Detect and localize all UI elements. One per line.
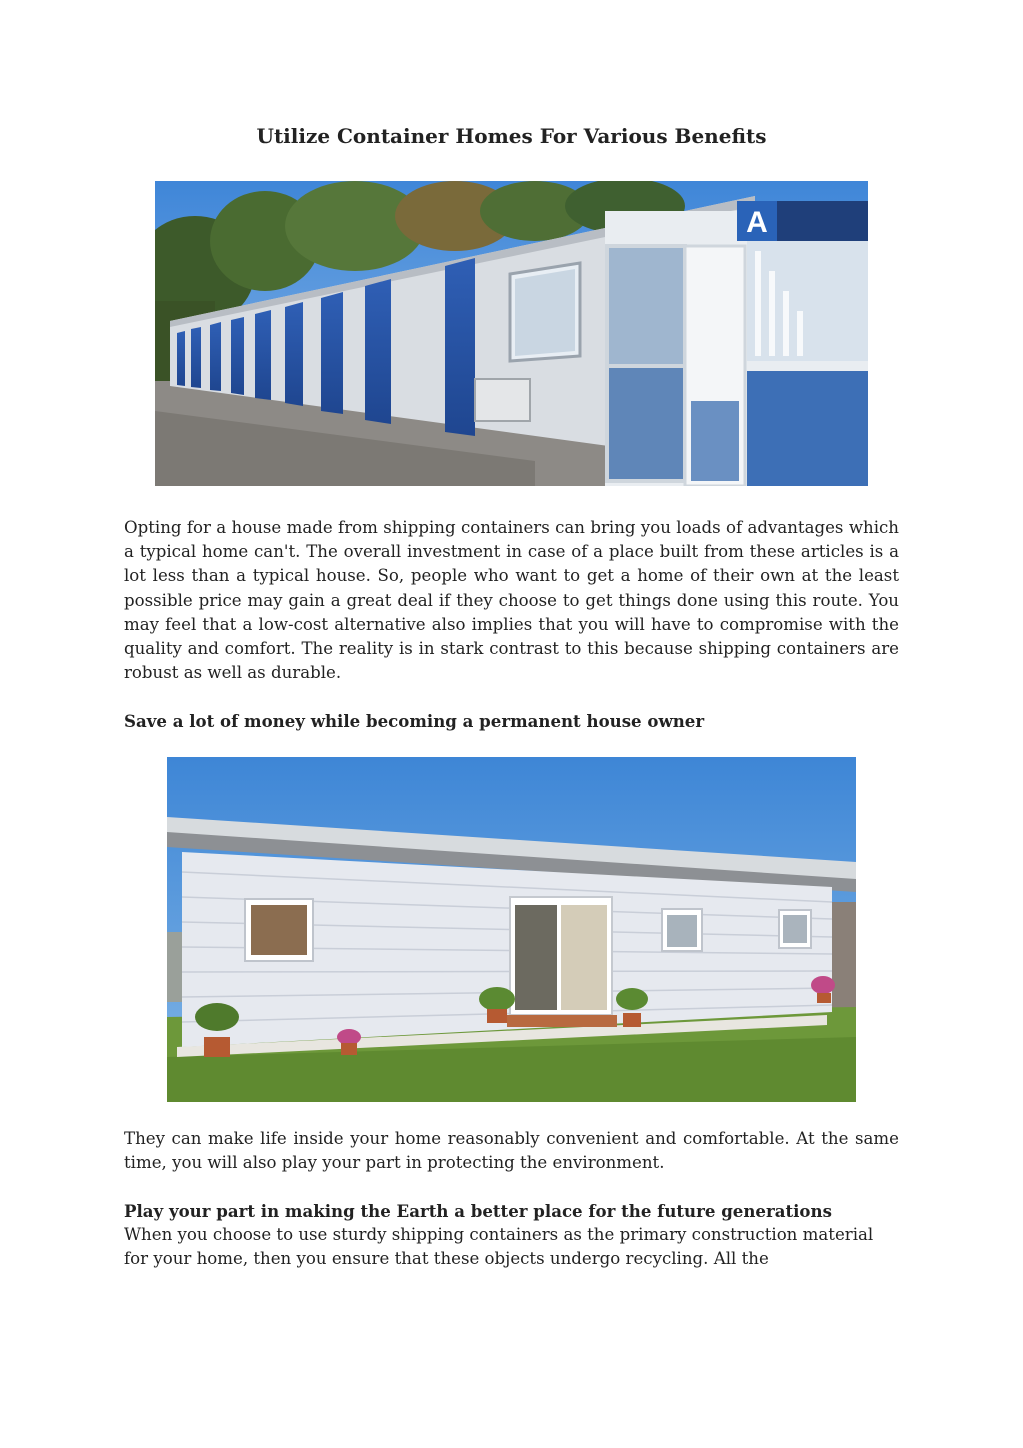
container-house-photo	[167, 757, 856, 1102]
section-heading-1: Save a lot of money while becoming a permanent house owner	[124, 711, 705, 731]
paragraph-1: Opting for a house made from shipping containers can bring you loads of advantages which a typical home can't. The overall investment in case of a place built from these articles is a lot less than a typical house. So, people who want to get a home of their own at the least possible price may gain a great deal if they choose to get things done using this route. You may feel that a low-cost alternative also implies that you will have to compromise with the quality and comfort. The reality is in stark contrast to this because shipping containers are robust as well as durable.	[124, 518, 899, 683]
paragraph-3: When you choose to use sturdy shipping containers as the primary construction material for your home, then you ensure that these objects undergo recycling. All the	[124, 1225, 874, 1269]
storage-units-photo	[155, 181, 868, 486]
paragraph-2: They can make life inside your home reasonably convenient and comfortable. At the same time, you will also play your part in protecting the environment.	[124, 1129, 899, 1173]
section-heading-2: Play your part in making the Earth a better place for the future generations	[124, 1201, 832, 1221]
sign-letter: A	[746, 206, 768, 239]
page-title: Utilize Container Homes For Various Benefits	[256, 124, 767, 148]
